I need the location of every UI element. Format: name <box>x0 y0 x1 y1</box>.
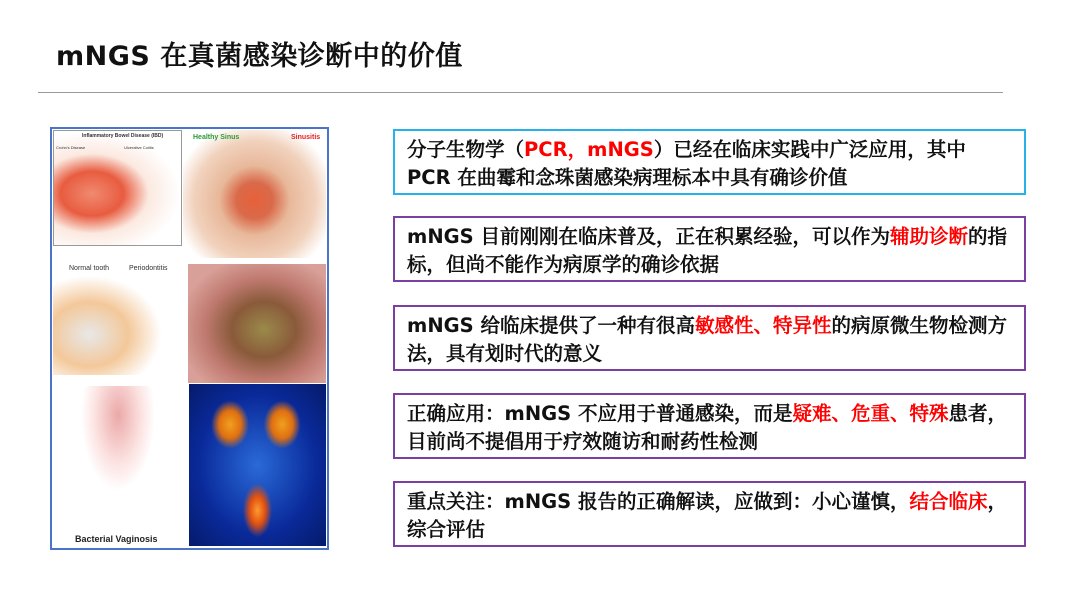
healthy-sinus-label: Healthy Sinus <box>193 134 240 141</box>
point-text: 的指标，但尚不能作为病原学的确诊依据 <box>407 225 1008 276</box>
point-text: mNGS 给临床提供了一种有很高 <box>407 314 695 337</box>
point-text: 分子生物学（ <box>407 138 525 161</box>
highlight-text: 疑难、危重、特殊 <box>792 402 949 425</box>
key-point-box <box>393 393 1026 459</box>
key-point-box <box>393 216 1026 282</box>
bv-label: Bacterial Vaginosis <box>75 534 158 544</box>
ibd-illustration <box>53 130 182 246</box>
normal-tooth-label: Normal tooth <box>69 265 110 272</box>
tooth-illustration <box>53 259 182 375</box>
point-text: 的病原微生物检测方法，具有划时代的意义 <box>407 314 1008 365</box>
uc-label: Ulcerative Colitis <box>124 145 154 150</box>
highlight-text: 结合临床 <box>909 490 988 513</box>
skin-lesion-photo <box>188 264 326 383</box>
reproductive-illustration <box>53 386 183 548</box>
ibd-title: Inflammatory Bowel Disease (IBD) <box>82 133 164 139</box>
point-text: ，综合评估 <box>407 490 1008 541</box>
sinusitis-label: Sinusitis <box>291 134 321 141</box>
page-title: mNGS 在真菌感染诊断中的价值 <box>56 41 463 72</box>
crohns-label: Crohn's Disease <box>56 145 86 150</box>
key-point-box <box>393 305 1026 371</box>
title-divider <box>38 92 1003 93</box>
point-text: mNGS 目前刚刚在临床普及，正在积累经验，可以作为 <box>407 225 890 248</box>
point-text: ）已经在临床实践中广泛应用，其中 PCR 在曲霉和念珠菌感染病理标本中具有确诊价值 <box>407 138 966 189</box>
urinary-system-illustration <box>189 384 326 546</box>
highlight-text: 辅助诊断 <box>889 225 968 248</box>
point-text: 患者，目前尚不提倡用于疗效随访和耐药性检测 <box>407 402 1008 453</box>
key-point-box <box>393 129 1026 195</box>
highlight-text: PCR，mNGS <box>524 138 654 161</box>
key-point-box <box>393 481 1026 547</box>
highlight-text: 敏感性、特异性 <box>694 314 832 337</box>
point-text: 重点关注：mNGS 报告的正确解读，应做到：小心谨慎， <box>407 490 910 513</box>
medical-image-collage <box>50 127 329 550</box>
sinus-illustration <box>183 130 326 258</box>
point-text: 正确应用：mNGS 不应用于普通感染，而是 <box>407 402 793 425</box>
periodontitis-label: Periodontitis <box>129 265 168 272</box>
